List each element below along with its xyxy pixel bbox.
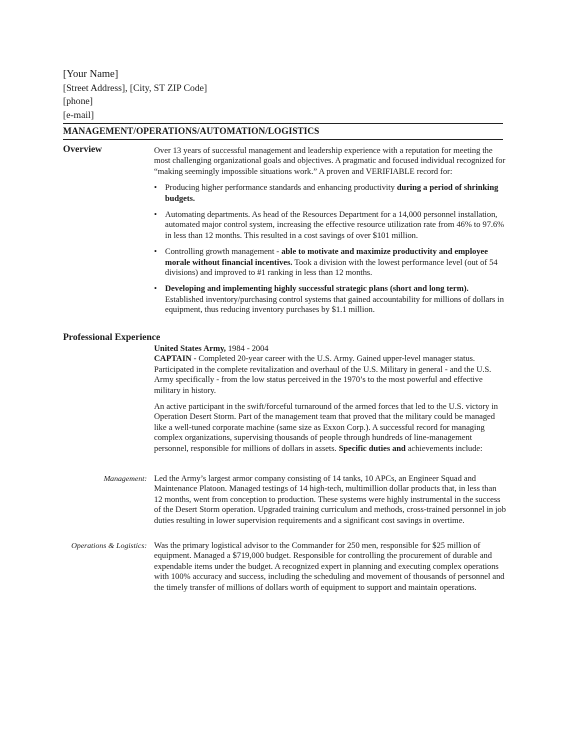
employment-dates: 1984 - 2004 [225,344,269,353]
operations-section [154,541,506,593]
experience-paragraph: An active participant in the swift/forceful turnaround of the armed forces that led to the U.S. victory in Operation Desert Storm. Part of the management team that proved that the military could be managed like a well-tuned corporate machine (same size as Exxon Corp.). A successful record for managing complex organizations, supervising thousands of people through hundreds of line-management personnel, responsible for millions of dollars in assets. Specific duties and achievements include: [154,402,498,453]
management-section [154,474,506,526]
operations-label: Operations & Logistics: [71,541,147,550]
email: [e-mail] [63,109,94,121]
list-item: • Automating departments. As head of the Resources Department for a 14,000 personnel installation, automated major control system, increasing the effective resource utilization rate from 46% to 97.6% in less than 12 months. This resulted in a cost savings of over $101 million. [154,210,505,240]
overview-bullets [154,183,506,315]
resume-title: MANAGEMENT/OPERATIONS/AUTOMATION/LOGISTICS [63,126,320,136]
bullet-icon: • [154,210,157,220]
title-bottom-rule [63,139,503,140]
role-paragraph: CAPTAIN - Completed 20-year career with the U.S. Army. Gained upper-level manager status. Participated in the complete revitalization and overhaul of the U.S. Military in general - and the U.S. Army specifically - from the low status perceived in the 1970’s to the most powerful and effective military in history. [154,354,492,395]
overview-heading: Overview [63,145,103,155]
list-item: • Developing and implementing highly successful strategic plans (short and long term). Established inventory/purchasing control systems that gained accountability for millions of dollars in equipment, thus reducing inventory purchases by $1.1 million. [154,284,504,315]
overview-intro: Over 13 years of successful management and leadership experience with a reputation for meeting the most challenging organizational goals and objectives. A pragmatic and focused individual recognized for “making seemingly impossible situations work.” A proven and VERIFIABLE record for: [154,146,506,176]
street-address: [Street Address], [City, ST ZIP Code] [63,82,208,94]
experience-heading: Professional Experience [63,333,161,343]
contact-header [63,68,207,122]
list-item: • Controlling growth management - able to motivate and maximize productivity and employee morale without financial incentives. Took a division with the lowest performance level (out of 54 divisions) and improved to #1 ranking in less than 12 months. [154,247,498,278]
bullet-icon: • [154,284,157,294]
phone: [phone] [63,96,93,108]
employer-line [154,344,506,354]
management-label: Management: [103,474,147,483]
management-text: Led the Army’s largest armor company consisting of 14 tanks, 10 APCs, an Engineer Squad and Maintenance Platoon. Managed testings of 14 high-tech, multimillion dollar products that, in less than 12 months, went from conception to production. These systems were highly instrumental in the success of the Desert Storm operation. Upgraded training curriculum and methods, cross-trained personnel in job duties resulting in lower supervision requirements and a significant cost savings in overtime. [154,474,506,525]
experience-section [154,344,506,454]
overview-section [154,146,506,322]
operations-text: Was the primary logistical advisor to the Commander for 250 men, responsible for $25 million of equipment. Managed a $719,000 budget. Responsible for controlling the procurement of durable and expendable items under the budget. A recognized expert in planning and executing complex operations with 100% accuracy and success, including the scheduling and movement of thousands of personnel and the timely transfer of millions of dollars worth of equipment to support and maintain operations. [154,541,505,592]
your-name: [Your Name] [63,69,119,80]
bullet-icon: • [154,247,157,257]
bullet-icon: • [154,183,157,193]
employer: United States Army, [154,344,226,353]
title-top-rule [63,123,503,124]
role-title: CAPTAIN [154,354,192,364]
list-item: • Producing higher performance standards and enhancing productivity during a period of shrinking budgets. [154,183,499,203]
